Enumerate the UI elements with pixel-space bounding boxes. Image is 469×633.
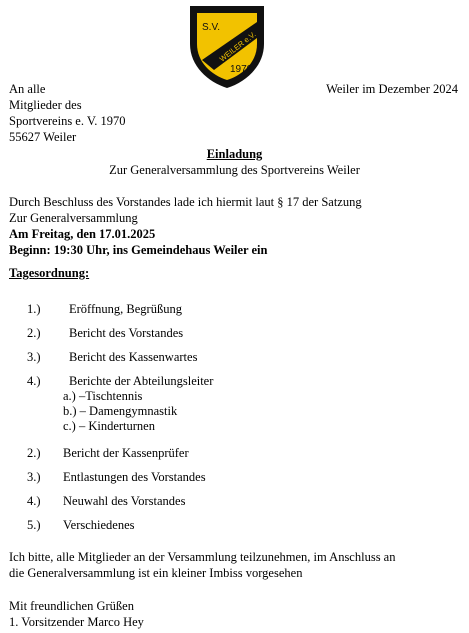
agenda-item-number: 3.)	[27, 470, 41, 484]
agenda-item-number: 2.)	[27, 326, 41, 340]
agenda-item-number: 2.)	[27, 446, 41, 460]
agenda-item-text: Bericht des Vorstandes	[69, 326, 184, 340]
meeting-time-place: Beginn: 19:30 Uhr, ins Gemeindehaus Weiler ein	[9, 243, 268, 257]
agenda-subitem: c.) – Kinderturnen	[63, 419, 155, 433]
agenda-heading: Tagesordnung:	[9, 266, 90, 280]
date-location-line: Weiler im Dezember 2024	[326, 82, 458, 96]
agenda-item-text: Berichte der Abteilungsleiter	[69, 374, 214, 388]
logo-sv-text: S.V.	[202, 22, 220, 33]
agenda-item-number: 4.)	[27, 374, 41, 388]
greeting: Mit freundlichen Grüßen	[9, 599, 134, 613]
signature: 1. Vorsitzender Marco Hey	[9, 615, 144, 629]
agenda-item-text: Bericht der Kassenprüfer	[63, 446, 189, 460]
address-line-4: 55627 Weiler	[9, 130, 77, 144]
address-line-2: Mitglieder des	[9, 98, 82, 112]
agenda-subitem: a.) –Tischtennis	[63, 389, 143, 403]
closing-line-1: Ich bitte, alle Mitglieder an der Versammlung teilzunehmen, im Anschluss an	[9, 550, 396, 564]
agenda-item-text: Neuwahl des Vorstandes	[63, 494, 186, 508]
letter-subtitle: Zur Generalversammlung des Sportvereins Weiler	[109, 163, 360, 177]
agenda-item-number: 1.)	[27, 302, 41, 316]
intro-line-1: Durch Beschluss des Vorstandes lade ich hiermit laut § 17 der Satzung	[9, 195, 362, 209]
closing-line-2: die Generalversammlung ist ein kleiner Imbiss vorgesehen	[9, 566, 303, 580]
agenda-subitem: b.) – Damengymnastik	[63, 404, 178, 418]
intro-line-2: Zur Generalversammlung	[9, 211, 138, 225]
agenda-item-text: Eröffnung, Begrüßung	[69, 302, 182, 316]
meeting-date: Am Freitag, den 17.01.2025	[9, 227, 156, 241]
club-crest-logo	[186, 4, 268, 90]
address-line-1: An alle	[9, 82, 46, 96]
logo-club-name-text: WEILER e.V.	[217, 29, 258, 64]
address-line-3: Sportvereins e. V. 1970	[9, 114, 126, 128]
agenda-item-text: Entlastungen des Vorstandes	[63, 470, 206, 484]
logo-year-text: 1970	[230, 64, 253, 75]
agenda-item-text: Bericht des Kassenwartes	[69, 350, 198, 364]
agenda-item-text: Verschiedenes	[63, 518, 135, 532]
letter-title: Einladung	[206, 147, 263, 161]
agenda-item-number: 5.)	[27, 518, 41, 532]
agenda-item-number: 3.)	[27, 350, 41, 364]
agenda-item-number: 4.)	[27, 494, 41, 508]
